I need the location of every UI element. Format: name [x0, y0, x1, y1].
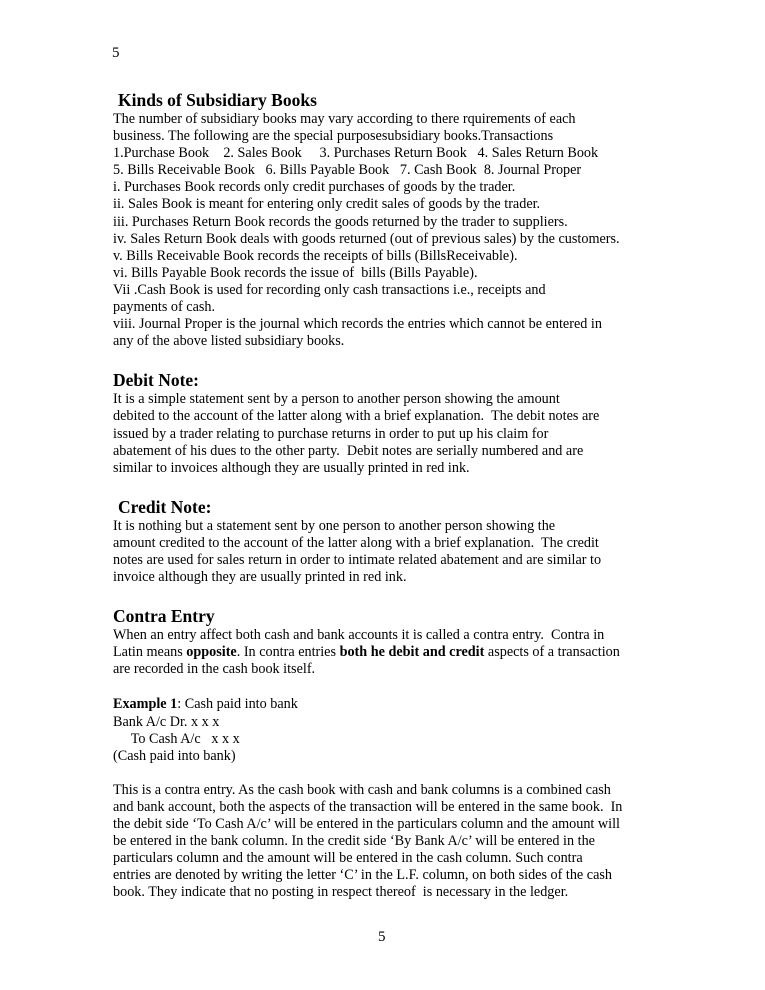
text-line: and bank account, both the aspects of the transaction will be entered in the same book. In — [113, 798, 623, 815]
text-span: aspects of a transaction — [484, 644, 620, 661]
text-line: notes are used for sales return in order to intimate related abatement and are similar to — [113, 551, 602, 568]
text-line: vi. Bills Payable Book records the issue of bills (Bills Payable). — [113, 264, 478, 281]
text-line: It is nothing but a statement sent by one person to another person showing the — [113, 517, 556, 534]
contra-paragraph — [113, 627, 658, 678]
journal-line: Bank A/c Dr. x x x — [113, 713, 220, 730]
bold-term-debit-credit: both he debit and credit — [339, 644, 485, 661]
text-line: ii. Sales Book is meant for entering only credit sales of goods by the trader. — [113, 196, 541, 213]
text-line: particulars column and the amount will be entered in the cash column. Such contra — [113, 850, 583, 867]
text-line — [113, 644, 658, 661]
text-line: v. Bills Receivable Book records the receipts of bills (BillsReceivable). — [113, 247, 518, 264]
page-number-top: 5 — [112, 45, 120, 61]
heading-debit-note: Debit Note: — [113, 370, 200, 391]
text-line: invoice although they are usually printed in red ink. — [113, 569, 407, 586]
explanation-paragraph — [113, 782, 658, 902]
text-line: book. They indicate that no posting in respect thereof is necessary in the ledger. — [113, 884, 569, 901]
text-line: The number of subsidiary books may vary according to there rquirements of each — [113, 111, 576, 127]
text-line: payments of cash. — [113, 299, 216, 316]
kinds-paragraph — [113, 111, 658, 350]
text-line: business. The following are the special purposesubsidiary books.Transactions — [113, 128, 554, 145]
text-line: similar to invoices although they are usually printed in red ink. — [113, 459, 470, 476]
text-line: are recorded in the cash book itself. — [113, 661, 316, 678]
text-line: 5. Bills Receivable Book 6. Bills Payable Book 7. Cash Book 8. Journal Proper — [113, 162, 582, 179]
text-line: When an entry affect both cash and bank accounts it is called a contra entry. Contra in — [113, 627, 605, 644]
example-label: Example 1 — [113, 696, 178, 713]
heading-contra-entry: Contra Entry — [113, 606, 215, 627]
text-line: i. Purchases Book records only credit purchases of goods by the trader. — [113, 179, 516, 196]
heading-credit-note: Credit Note: — [118, 496, 212, 517]
text-line: 1.Purchase Book 2. Sales Book 3. Purchases Return Book 4. Sales Return Book — [113, 145, 599, 162]
document-body — [113, 90, 658, 901]
text-line: issued by a trader relating to purchase returns in order to put up his claim for — [113, 425, 549, 442]
text-line: iv. Sales Return Book deals with goods returned (out of previous sales) by the customers. — [113, 230, 620, 247]
text-span: : Cash paid into bank — [177, 696, 298, 713]
page-number-bottom: 5 — [378, 929, 386, 945]
debit-paragraph — [113, 391, 658, 476]
credit-paragraph — [113, 518, 658, 586]
text-line: amount credited to the account of the latter along with a brief explanation. The credit — [113, 534, 599, 551]
text-line: any of the above listed subsidiary books. — [113, 333, 345, 350]
text-line: be entered in the bank column. In the credit side ‘By Bank A/c’ will be entered in the — [113, 833, 595, 850]
text-line: viii. Journal Proper is the journal which records the entries which cannot be entered in — [113, 316, 602, 333]
text-line: iii. Purchases Return Book records the goods returned by the trader to suppliers. — [113, 213, 568, 230]
bold-term-opposite: opposite — [186, 644, 237, 661]
text-line: entries are denoted by writing the letter ‘C’ in the L.F. column, on both sides of the cash — [113, 867, 612, 884]
journal-line: (Cash paid into bank) — [113, 747, 236, 764]
journal-line: To Cash A/c x x x — [113, 730, 240, 747]
example-block — [113, 696, 658, 764]
text-line: Vii .Cash Book is used for recording only cash transactions i.e., receipts and — [113, 281, 546, 298]
text-span: . In contra entries — [236, 644, 340, 661]
text-line: This is a contra entry. As the cash book with cash and bank columns is a combined cash — [113, 781, 611, 798]
text-line: It is a simple statement sent by a person to another person showing the amount — [113, 391, 560, 408]
text-line: debited to the account of the latter along with a brief explanation. The debit notes are — [113, 408, 600, 425]
text-line: abatement of his dues to the other party. Debit notes are serially numbered and are — [113, 442, 584, 459]
text-line: the debit side ‘To Cash A/c’ will be entered in the particulars column and the amount will — [113, 816, 620, 832]
text-line — [113, 696, 658, 713]
heading-kinds: Kinds of Subsidiary Books — [118, 90, 317, 110]
text-span: Latin means — [113, 644, 187, 661]
